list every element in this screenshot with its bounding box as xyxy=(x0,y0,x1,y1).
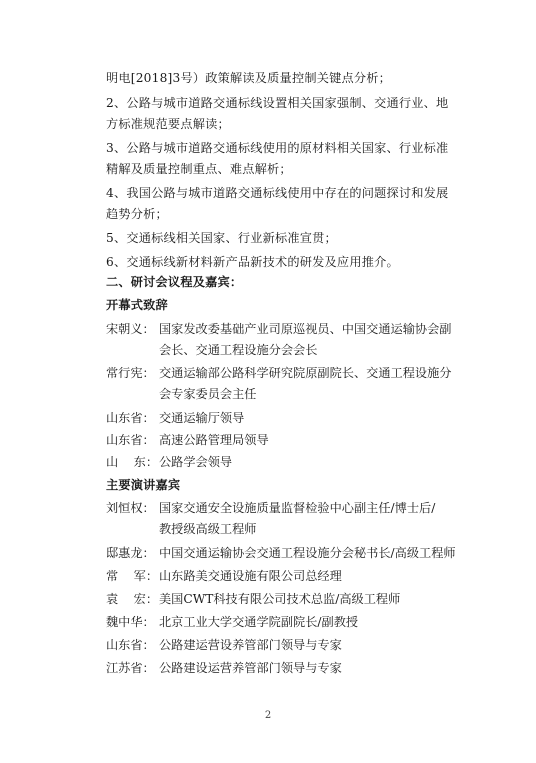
speakers-heading: 主要演讲嘉宾 xyxy=(106,478,181,492)
topic-3-line-2: 精解及质量控制重点、难点解析； xyxy=(106,162,292,176)
opening-title-3: 交通运输厅领导 xyxy=(159,411,245,425)
opening-row-4 xyxy=(106,430,506,450)
speaker-name-3: 常 军： xyxy=(106,569,159,583)
speaker-title-6: 公路建运营设养管部门领导与专家 xyxy=(159,638,342,652)
speaker-title-7: 公路建设运营养管部门领导与专家 xyxy=(159,661,342,675)
speaker-row-2 xyxy=(106,543,506,563)
speaker-row-4 xyxy=(106,589,506,609)
opening-heading: 开幕式致辞 xyxy=(106,298,168,312)
opening-row-5 xyxy=(106,452,506,472)
speaker-title-5: 北京工业大学交通学院副院长/副教授 xyxy=(159,615,359,629)
opening-name-3: 山东省： xyxy=(106,411,155,425)
page-number: 2 xyxy=(264,710,272,721)
topic-6-line: 6、交通标线新材料新产品新技术的研发及应用推介。 xyxy=(106,255,399,269)
speaker-title-1a: 国家交通安全设施质量监督检验中心副主任/博士后/ xyxy=(159,501,436,515)
opening-title-1b: 会长、交通工程设施分会会长 xyxy=(159,343,318,357)
speaker-name-2: 邸惠龙： xyxy=(106,546,155,560)
speaker-row-1 xyxy=(106,498,506,518)
speaker-name-7: 江苏省： xyxy=(106,661,155,675)
topic-4-line-2: 趋势分析； xyxy=(106,207,168,221)
topic-2-line-2: 方标准规范要点解读； xyxy=(106,117,230,131)
opening-title-2a: 交通运输部公路科学研究院原副院长、交通工程设施分 xyxy=(159,366,452,380)
intro-tail-line: 明电[2018]3号）政策解读及质量控制关键点分析； xyxy=(106,71,392,85)
opening-name-1: 宋朝义： xyxy=(106,322,155,336)
speaker-row-5 xyxy=(106,612,506,632)
section-2-heading: 二、研讨会议程及嘉宾： xyxy=(106,275,243,289)
topic-4-line-1: 4、我国公路与城市道路交通标线使用中存在的问题探讨和发展 xyxy=(106,186,449,200)
opening-row-1 xyxy=(106,319,506,339)
topic-3-line-1: 3、公路与城市道路交通标线使用的原材料相关国家、行业标准 xyxy=(106,141,449,155)
speaker-row-7 xyxy=(106,658,506,678)
opening-name-2: 常行宪： xyxy=(106,366,155,380)
speaker-name-6: 山东省： xyxy=(106,638,155,652)
topic-5-line: 5、交通标线相关国家、行业新标准宣贯； xyxy=(106,231,337,245)
speaker-row-6 xyxy=(106,635,506,655)
opening-row-2 xyxy=(106,363,506,383)
topic-2-line-1: 2、公路与城市道路交通标线设置相关国家强制、交通行业、地 xyxy=(106,96,449,110)
opening-title-5: 公路学会领导 xyxy=(159,455,233,469)
opening-row-3 xyxy=(106,408,506,428)
opening-title-1a: 国家发改委基础产业司原巡视员、中国交通运输协会副 xyxy=(159,322,452,336)
speaker-name-5: 魏中华： xyxy=(106,615,155,629)
speaker-title-1b: 教授级高级工程师 xyxy=(159,522,257,536)
speaker-row-3 xyxy=(106,566,506,586)
opening-name-4: 山东省： xyxy=(106,433,155,447)
speaker-title-3: 山东路美交通设施有限公司总经理 xyxy=(159,569,342,583)
opening-title-2b: 会专家委员会主任 xyxy=(159,387,257,401)
opening-title-4: 高速公路管理局领导 xyxy=(159,433,269,447)
speaker-name-1: 刘恒权： xyxy=(106,501,155,515)
speaker-title-2: 中国交通运输协会交通工程设施分会秘书长/高级工程师 xyxy=(159,546,456,560)
opening-name-5: 山 东： xyxy=(106,455,159,469)
speaker-title-4: 美国CWT科技有限公司技术总监/高级工程师 xyxy=(159,592,401,606)
speaker-name-4: 袁 宏： xyxy=(106,592,159,606)
